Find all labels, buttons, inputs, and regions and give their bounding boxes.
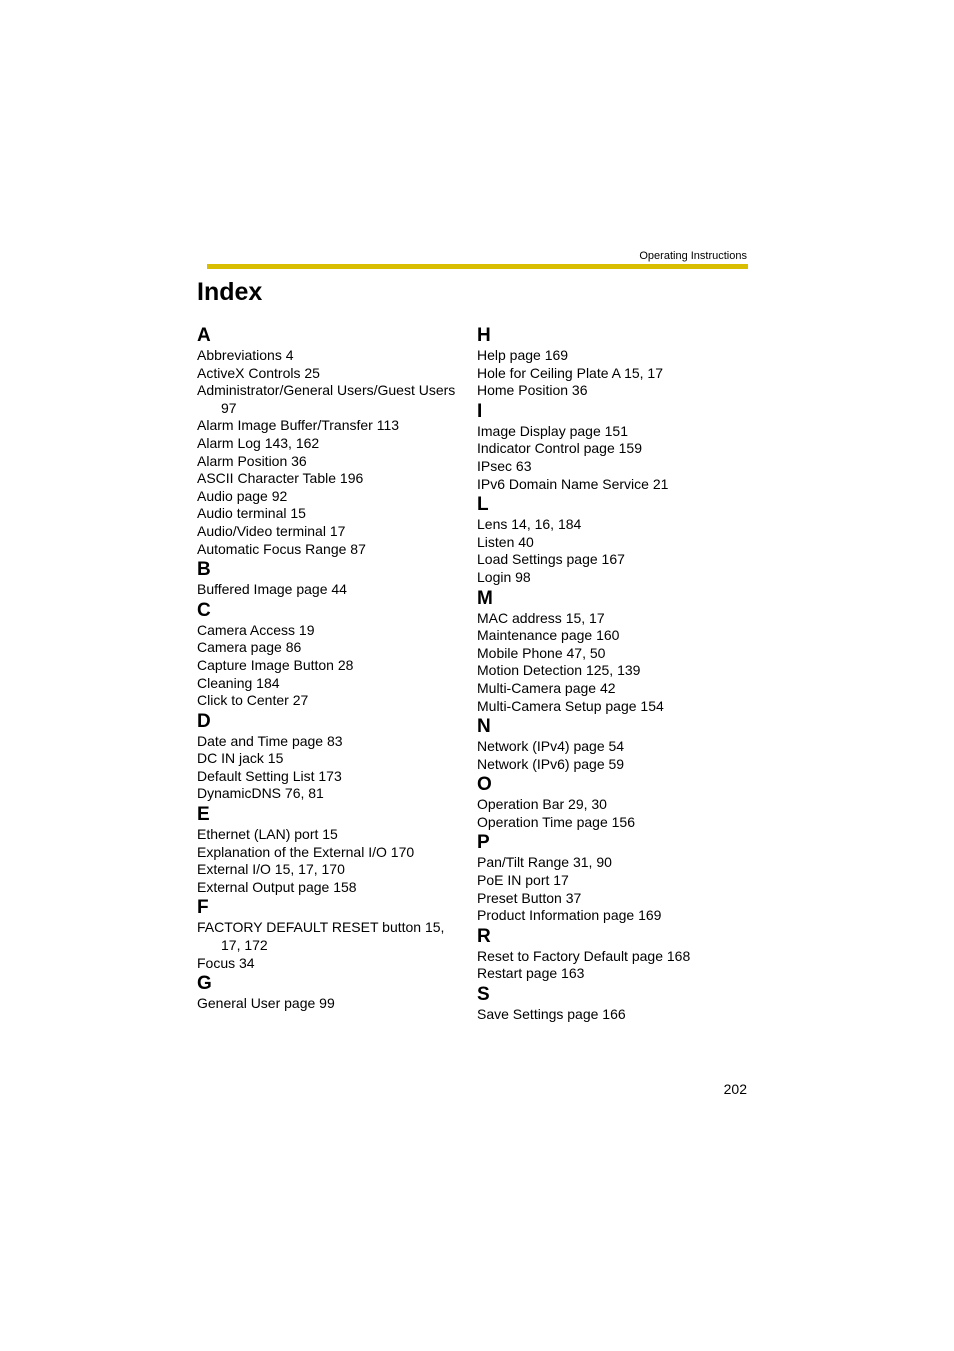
index-entry: Operation Bar 29, 30	[477, 796, 607, 813]
index-entry: Listen 40	[477, 533, 534, 550]
index-entry: Reset to Factory Default page 168	[477, 947, 691, 964]
index-entry: PoE IN port 17	[477, 872, 569, 889]
index-entry: Help page 169	[477, 347, 569, 363]
section-letter: F	[197, 897, 209, 919]
index-entry: Network (IPv6) page 59	[477, 755, 625, 772]
section-letter: C	[197, 599, 211, 621]
index-section-d	[197, 710, 459, 803]
index-entry: Camera Access 19	[197, 621, 315, 638]
index-section-f	[197, 896, 459, 972]
section-letter: R	[477, 925, 491, 947]
index-section-n	[477, 715, 747, 773]
section-letter: P	[477, 832, 490, 854]
section-letter: A	[197, 325, 211, 346]
section-letter: B	[197, 559, 211, 581]
index-entry: Click to Center 27	[197, 692, 309, 709]
index-section-b	[197, 558, 459, 599]
section-letter: O	[477, 774, 492, 796]
index-column-left	[197, 324, 459, 1013]
index-entry: Date and Time page 83	[197, 732, 343, 749]
index-entry: MAC address 15, 17	[477, 609, 605, 626]
index-entry: Product Information page 169	[477, 907, 662, 924]
section-letter: S	[477, 984, 490, 1006]
index-entry: Mobile Phone 47, 50	[477, 644, 606, 661]
page-number: 202	[723, 1081, 747, 1097]
index-entry: FACTORY DEFAULT RESET button 15, 17, 172	[197, 919, 445, 954]
section-letter: D	[197, 710, 211, 732]
index-entry: Login 98	[477, 568, 531, 585]
index-entry: IPv6 Domain Name Service 21	[477, 475, 669, 492]
index-entry: Multi-Camera Setup page 154	[477, 697, 664, 714]
index-entry: DynamicDNS 76, 81	[197, 785, 324, 802]
index-entry: Save Settings page 166	[477, 1006, 626, 1023]
section-letter: N	[477, 716, 491, 738]
index-section-g	[197, 972, 459, 1013]
index-entry: Abbreviations 4	[197, 347, 294, 363]
index-entry: Home Position 36	[477, 382, 588, 399]
index-entry: Ethernet (LAN) port 15	[197, 826, 338, 843]
index-entry: Audio/Video terminal 17	[197, 522, 346, 539]
index-entry: Preset Button 37	[477, 889, 582, 906]
index-section-p	[477, 831, 747, 924]
index-entry: Load Settings page 167	[477, 551, 625, 568]
index-entry: Default Setting List 173	[197, 767, 342, 784]
index-entry: Alarm Log 143, 162	[197, 434, 320, 451]
index-entry: Capture Image Button 28	[197, 656, 354, 673]
section-letter: E	[197, 804, 210, 826]
index-entry: Alarm Position 36	[197, 452, 307, 469]
index-entry: Network (IPv4) page 54	[477, 738, 625, 755]
index-column-right	[477, 324, 747, 1024]
index-section-e	[197, 803, 459, 896]
index-entry: Maintenance page 160	[477, 627, 620, 644]
index-entry: Automatic Focus Range 87	[197, 540, 366, 557]
index-entry: Indicator Control page 159	[477, 440, 642, 457]
index-entry: External I/O 15, 17, 170	[197, 861, 345, 878]
index-entry: Camera page 86	[197, 639, 302, 656]
index-entry: Focus 34	[197, 954, 255, 971]
index-entry: Audio terminal 15	[197, 505, 306, 522]
page-title: Index	[197, 278, 263, 306]
index-entry: Hole for Ceiling Plate A 15, 17	[477, 364, 664, 381]
index-entry: Motion Detection 125, 139	[477, 662, 641, 679]
running-header: Operating Instructions	[639, 250, 747, 262]
index-entry: ActiveX Controls 25	[197, 364, 320, 381]
index-section-o	[477, 773, 747, 831]
index-entry: Audio page 92	[197, 487, 288, 504]
index-section-l	[477, 493, 747, 586]
index-section-h	[477, 324, 747, 400]
section-letter: I	[477, 400, 483, 422]
index-section-r	[477, 925, 747, 983]
index-section-m	[477, 587, 747, 716]
section-letter: L	[477, 494, 489, 516]
index-section-i	[477, 400, 747, 493]
index-entry: Alarm Image Buffer/Transfer 113	[197, 417, 400, 434]
index-entry: Lens 14, 16, 184	[477, 516, 582, 533]
index-section-c	[197, 599, 459, 710]
index-entry: Multi-Camera page 42	[477, 679, 616, 696]
index-section-a	[197, 324, 459, 558]
index-entry: Image Display page 151	[477, 422, 628, 439]
index-entry: Explanation of the External I/O 170	[197, 843, 415, 860]
index-entry: DC IN jack 15	[197, 750, 284, 767]
index-entry: Pan/Tilt Range 31, 90	[477, 854, 612, 871]
index-entry: General User page 99	[197, 995, 335, 1012]
index-section-s	[477, 983, 747, 1024]
index-entry: ASCII Character Table 196	[197, 470, 364, 487]
index-entry: Restart page 163	[477, 965, 585, 982]
index-entry: Administrator/General Users/Guest Users 97	[197, 382, 456, 416]
section-letter: H	[477, 325, 491, 346]
index-entry: External Output page 158	[197, 878, 357, 895]
section-letter: G	[197, 973, 212, 995]
index-entry: Operation Time page 156	[477, 813, 635, 830]
index-entry: IPsec 63	[477, 457, 532, 474]
section-letter: M	[477, 587, 493, 609]
index-entry: Buffered Image page 44	[197, 581, 347, 598]
header-rule	[207, 264, 748, 269]
index-entry: Cleaning 184	[197, 674, 280, 691]
